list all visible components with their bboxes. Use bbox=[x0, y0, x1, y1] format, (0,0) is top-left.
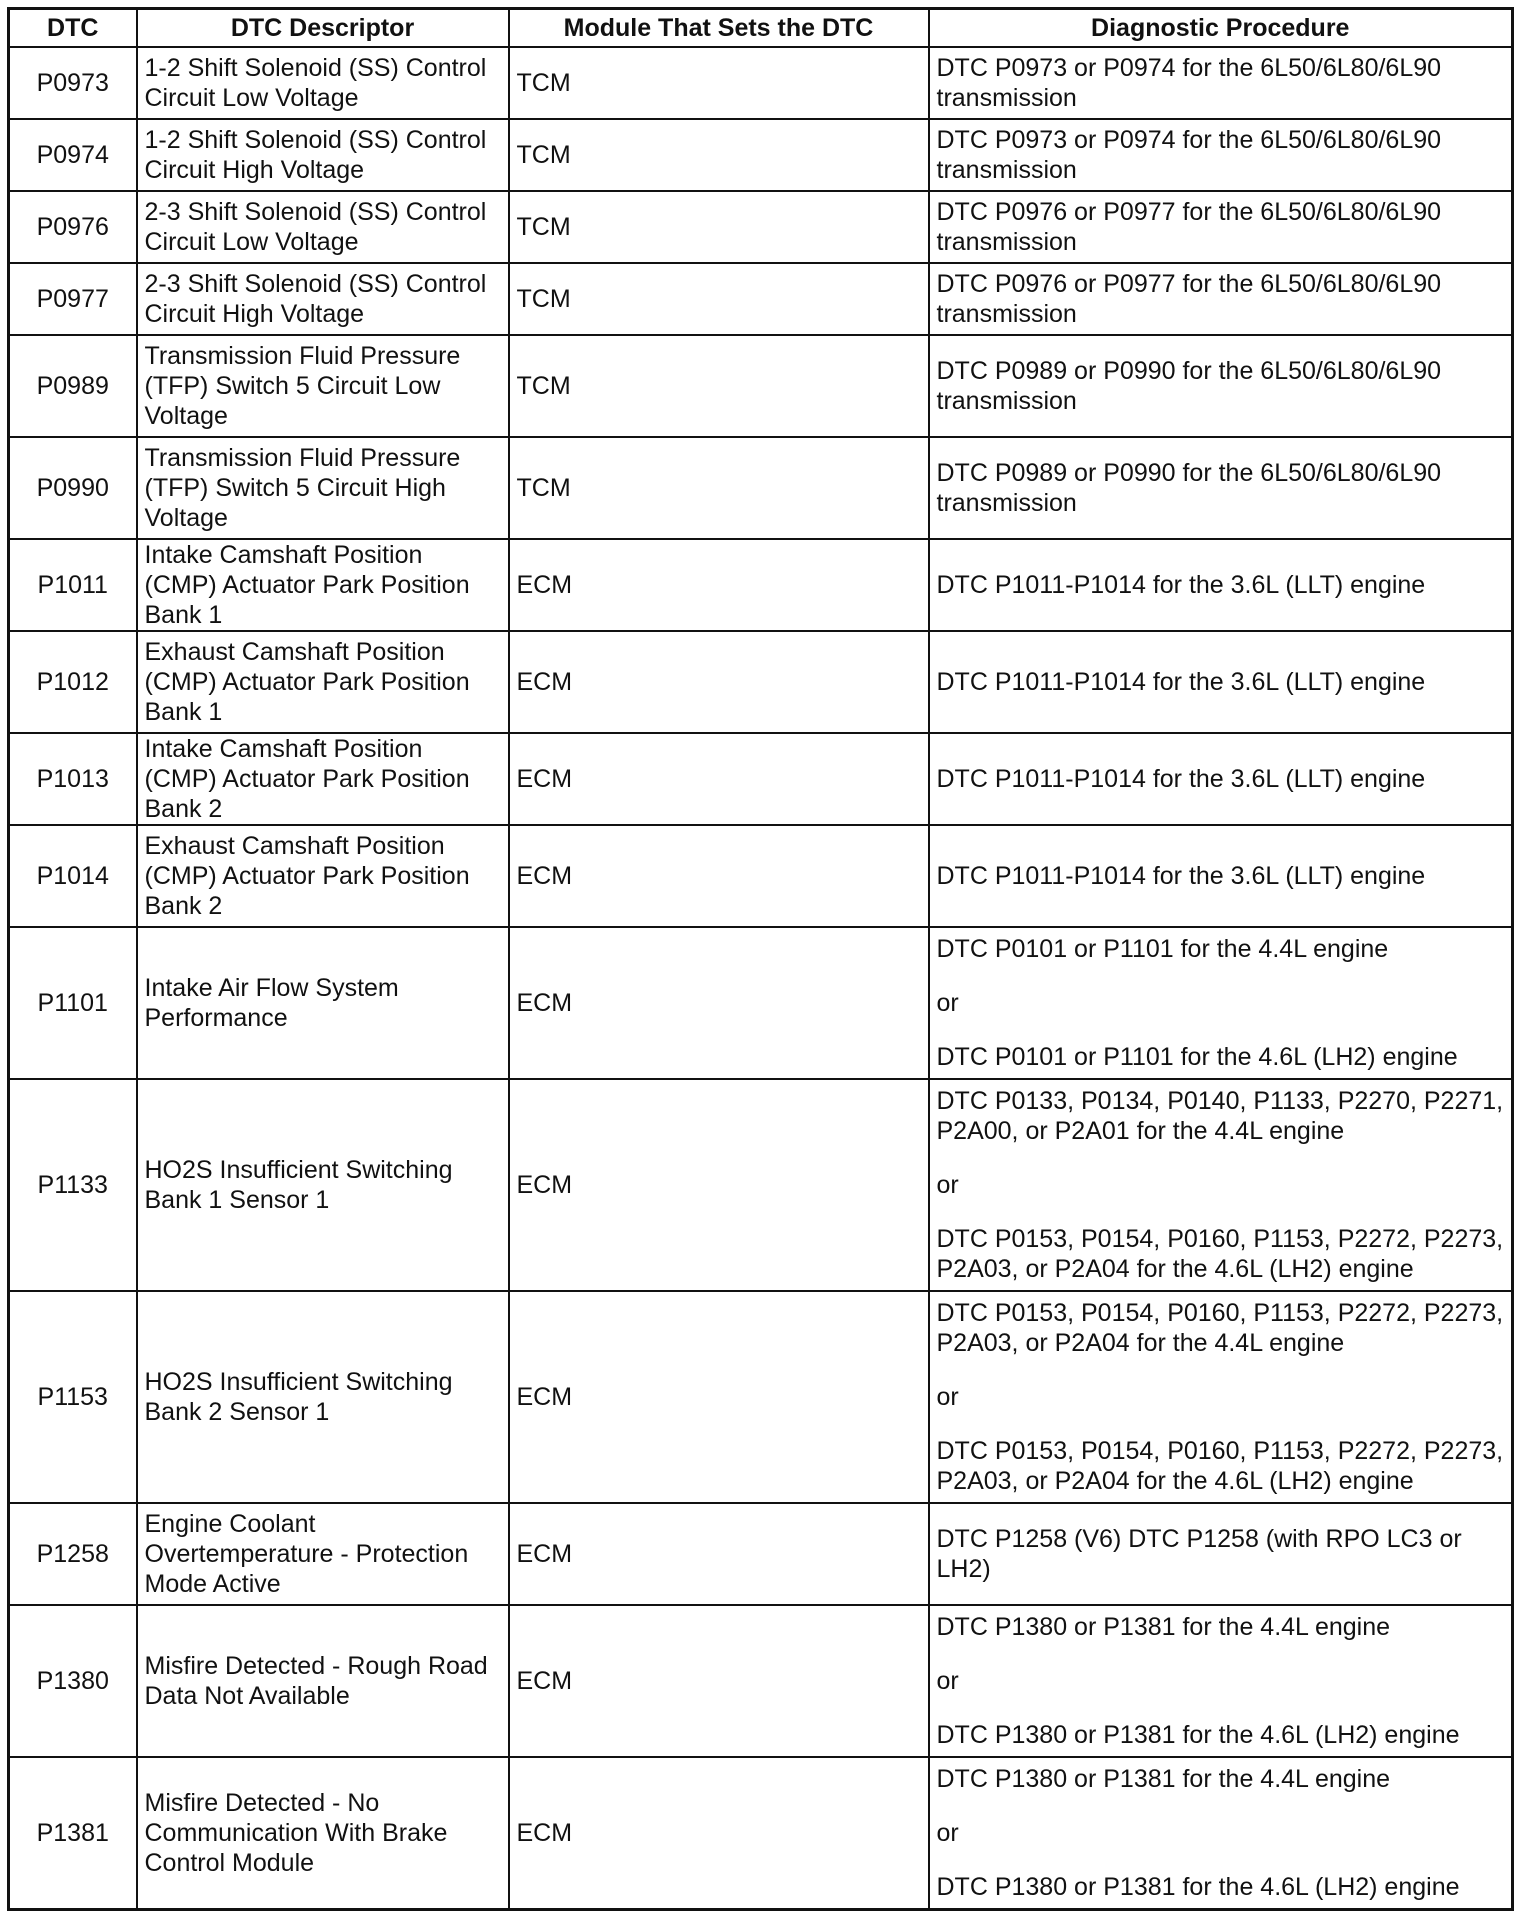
cell-procedure bbox=[929, 733, 1513, 825]
cell-dtc-code: P1014 bbox=[9, 825, 137, 927]
table-row bbox=[9, 191, 1513, 263]
paragraph-gap bbox=[937, 1696, 1508, 1720]
paragraph-gap bbox=[937, 1018, 1508, 1042]
cell-dtc-code: P0977 bbox=[9, 263, 137, 335]
cell-dtc-code: P1258 bbox=[9, 1503, 137, 1605]
cell-procedure bbox=[929, 47, 1513, 119]
procedure-or-separator: or bbox=[936, 1818, 959, 1847]
table-row bbox=[9, 263, 1513, 335]
procedure-link[interactable]: DTC P0153, P0154, P0160, P1153, P2272, P2273, P2A03, or P2A04 for the 4.6L (LH2) engine bbox=[936, 1437, 1504, 1495]
procedure-link[interactable]: DTC P0101 or P1101 for the 4.4L engine bbox=[936, 935, 1389, 963]
cell-procedure bbox=[929, 631, 1513, 733]
cell-descriptor: Intake Air Flow System Performance bbox=[137, 927, 509, 1079]
dtc-table bbox=[7, 7, 1514, 1911]
cell-descriptor: 2-3 Shift Solenoid (SS) Control Circuit High Voltage bbox=[137, 263, 509, 335]
cell-dtc-code: P1153 bbox=[9, 1291, 137, 1503]
dtc-table-container bbox=[7, 7, 1511, 1911]
cell-dtc-code: P1101 bbox=[9, 927, 137, 1079]
cell-dtc-code: P1011 bbox=[9, 539, 137, 631]
procedure-link[interactable]: DTC P1011-P1014 for the 3.6L (LLT) engine bbox=[936, 571, 1426, 599]
header-module: Module That Sets the DTC bbox=[509, 9, 929, 48]
cell-dtc-code: P0990 bbox=[9, 437, 137, 539]
paragraph-gap bbox=[937, 1412, 1508, 1436]
paragraph-gap bbox=[937, 964, 1508, 988]
cell-module: ECM bbox=[509, 539, 929, 631]
header-procedure: Diagnostic Procedure bbox=[929, 9, 1513, 48]
paragraph-gap bbox=[937, 1848, 1508, 1872]
procedure-link[interactable]: DTC P1011-P1014 for the 3.6L (LLT) engine bbox=[936, 862, 1426, 890]
cell-procedure bbox=[929, 119, 1513, 191]
procedure-link[interactable]: DTC P0153, P0154, P0160, P1153, P2272, P2273, P2A03, or P2A04 for the 4.4L engine bbox=[936, 1299, 1504, 1357]
cell-dtc-code: P0973 bbox=[9, 47, 137, 119]
cell-module: ECM bbox=[509, 1079, 929, 1291]
header-descriptor: DTC Descriptor bbox=[137, 9, 509, 48]
procedure-or-separator: or bbox=[936, 1667, 959, 1695]
cell-dtc-code: P0976 bbox=[9, 191, 137, 263]
cell-dtc-code: P1380 bbox=[9, 1605, 137, 1757]
cell-dtc-code: P1133 bbox=[9, 1079, 137, 1291]
procedure-link[interactable]: DTC P0133, P0134, P0140, P1133, P2270, P2271, P2A00, or P2A01 for the 4.4L engine bbox=[936, 1087, 1504, 1145]
procedure-link[interactable]: DTC P1380 or P1381 for the 4.4L engine bbox=[936, 1764, 1391, 1793]
table-row bbox=[9, 1503, 1513, 1605]
cell-module: ECM bbox=[509, 1291, 929, 1503]
table-row bbox=[9, 437, 1513, 539]
procedure-link[interactable]: DTC P0973 or P0974 for the 6L50/6L80/6L90 transmission bbox=[936, 54, 1442, 112]
procedure-link[interactable]: DTC P1258 (V6) DTC P1258 (with RPO LC3 or LH2) bbox=[936, 1525, 1462, 1583]
table-row bbox=[9, 335, 1513, 437]
cell-module: ECM bbox=[509, 631, 929, 733]
cell-descriptor: HO2S Insufficient Switching Bank 2 Sensor 1 bbox=[137, 1291, 509, 1503]
paragraph-gap bbox=[937, 1642, 1508, 1666]
cell-descriptor: Intake Camshaft Position (CMP) Actuator Park Position Bank 2 bbox=[137, 733, 509, 825]
cell-procedure bbox=[929, 191, 1513, 263]
cell-procedure bbox=[929, 927, 1513, 1079]
procedure-link[interactable]: DTC P1011-P1014 for the 3.6L (LLT) engine bbox=[936, 765, 1426, 793]
table-row bbox=[9, 1605, 1513, 1757]
paragraph-gap bbox=[937, 1358, 1508, 1382]
cell-dtc-code: P1013 bbox=[9, 733, 137, 825]
cell-descriptor: 1-2 Shift Solenoid (SS) Control Circuit High Voltage bbox=[137, 119, 509, 191]
procedure-link[interactable]: DTC P1380 or P1381 for the 4.6L (LH2) engine bbox=[936, 1872, 1460, 1901]
procedure-or-separator: or bbox=[936, 989, 959, 1017]
cell-descriptor: Intake Camshaft Position (CMP) Actuator Park Position Bank 1 bbox=[137, 539, 509, 631]
table-row bbox=[9, 927, 1513, 1079]
cell-procedure bbox=[929, 1503, 1513, 1605]
cell-descriptor: 1-2 Shift Solenoid (SS) Control Circuit Low Voltage bbox=[137, 47, 509, 119]
cell-procedure bbox=[929, 825, 1513, 927]
cell-dtc-code: P1012 bbox=[9, 631, 137, 733]
cell-procedure bbox=[929, 1079, 1513, 1291]
cell-procedure bbox=[929, 437, 1513, 539]
cell-module: ECM bbox=[509, 1605, 929, 1757]
cell-descriptor: Exhaust Camshaft Position (CMP) Actuator Park Position Bank 1 bbox=[137, 631, 509, 733]
procedure-link[interactable]: DTC P0101 or P1101 for the 4.6L (LH2) engine bbox=[936, 1043, 1458, 1071]
procedure-link[interactable]: DTC P1380 or P1381 for the 4.4L engine bbox=[936, 1613, 1391, 1641]
cell-procedure bbox=[929, 1605, 1513, 1757]
paragraph-gap bbox=[937, 1146, 1508, 1170]
procedure-link[interactable]: DTC P0976 or P0977 for the 6L50/6L80/6L90 transmission bbox=[936, 270, 1442, 328]
cell-dtc-code: P0974 bbox=[9, 119, 137, 191]
procedure-link[interactable]: DTC P0976 or P0977 for the 6L50/6L80/6L90 transmission bbox=[936, 198, 1442, 256]
procedure-link[interactable]: DTC P0973 or P0974 for the 6L50/6L80/6L90 transmission bbox=[936, 126, 1442, 184]
cell-module: TCM bbox=[509, 335, 929, 437]
cell-descriptor: 2-3 Shift Solenoid (SS) Control Circuit Low Voltage bbox=[137, 191, 509, 263]
table-row bbox=[9, 539, 1513, 631]
cell-module: ECM bbox=[509, 927, 929, 1079]
table-row bbox=[9, 631, 1513, 733]
cell-module: ECM bbox=[509, 733, 929, 825]
cell-module: TCM bbox=[509, 437, 929, 539]
procedure-link[interactable]: DTC P1011-P1014 for the 3.6L (LLT) engine bbox=[936, 668, 1426, 696]
cell-procedure bbox=[929, 539, 1513, 631]
cell-descriptor: Misfire Detected - Rough Road Data Not Available bbox=[137, 1605, 509, 1757]
table-header-row bbox=[9, 9, 1513, 48]
cell-dtc-code: P1381 bbox=[9, 1757, 137, 1909]
table-row bbox=[9, 1079, 1513, 1291]
table-row bbox=[9, 1291, 1513, 1503]
cell-module: TCM bbox=[509, 119, 929, 191]
cell-descriptor: Engine Coolant Overtemperature - Protection Mode Active bbox=[137, 1503, 509, 1605]
table-row bbox=[9, 825, 1513, 927]
cell-module: ECM bbox=[509, 1503, 929, 1605]
header-dtc: DTC bbox=[9, 9, 137, 48]
cell-module: TCM bbox=[509, 47, 929, 119]
cell-descriptor: Misfire Detected - No Communication With Brake Control Module bbox=[137, 1757, 509, 1909]
procedure-or-separator: or bbox=[936, 1171, 959, 1199]
table-body bbox=[9, 47, 1513, 1909]
paragraph-gap bbox=[937, 1794, 1508, 1818]
cell-descriptor: Transmission Fluid Pressure (TFP) Switch 5 Circuit Low Voltage bbox=[137, 335, 509, 437]
cell-procedure bbox=[929, 1291, 1513, 1503]
paragraph-gap bbox=[937, 1200, 1508, 1224]
cell-procedure bbox=[929, 263, 1513, 335]
cell-descriptor: Transmission Fluid Pressure (TFP) Switch 5 Circuit High Voltage bbox=[137, 437, 509, 539]
table-row bbox=[9, 47, 1513, 119]
cell-module: TCM bbox=[509, 263, 929, 335]
cell-descriptor: HO2S Insufficient Switching Bank 1 Sensor 1 bbox=[137, 1079, 509, 1291]
table-row bbox=[9, 1757, 1513, 1909]
cell-descriptor: Exhaust Camshaft Position (CMP) Actuator Park Position Bank 2 bbox=[137, 825, 509, 927]
procedure-link[interactable]: DTC P1380 or P1381 for the 4.6L (LH2) engine bbox=[936, 1721, 1460, 1749]
cell-dtc-code: P0989 bbox=[9, 335, 137, 437]
table-row bbox=[9, 733, 1513, 825]
cell-module: ECM bbox=[509, 1757, 929, 1909]
cell-module: ECM bbox=[509, 825, 929, 927]
table-row bbox=[9, 119, 1513, 191]
procedure-link[interactable]: DTC P0989 or P0990 for the 6L50/6L80/6L90 transmission bbox=[936, 357, 1442, 415]
cell-module: TCM bbox=[509, 191, 929, 263]
procedure-or-separator: or bbox=[936, 1383, 959, 1411]
procedure-link[interactable]: DTC P0989 or P0990 for the 6L50/6L80/6L90 transmission bbox=[936, 459, 1442, 517]
procedure-link[interactable]: DTC P0153, P0154, P0160, P1153, P2272, P2273, P2A03, or P2A04 for the 4.6L (LH2) engine bbox=[936, 1225, 1504, 1283]
cell-procedure bbox=[929, 335, 1513, 437]
cell-procedure bbox=[929, 1757, 1513, 1909]
